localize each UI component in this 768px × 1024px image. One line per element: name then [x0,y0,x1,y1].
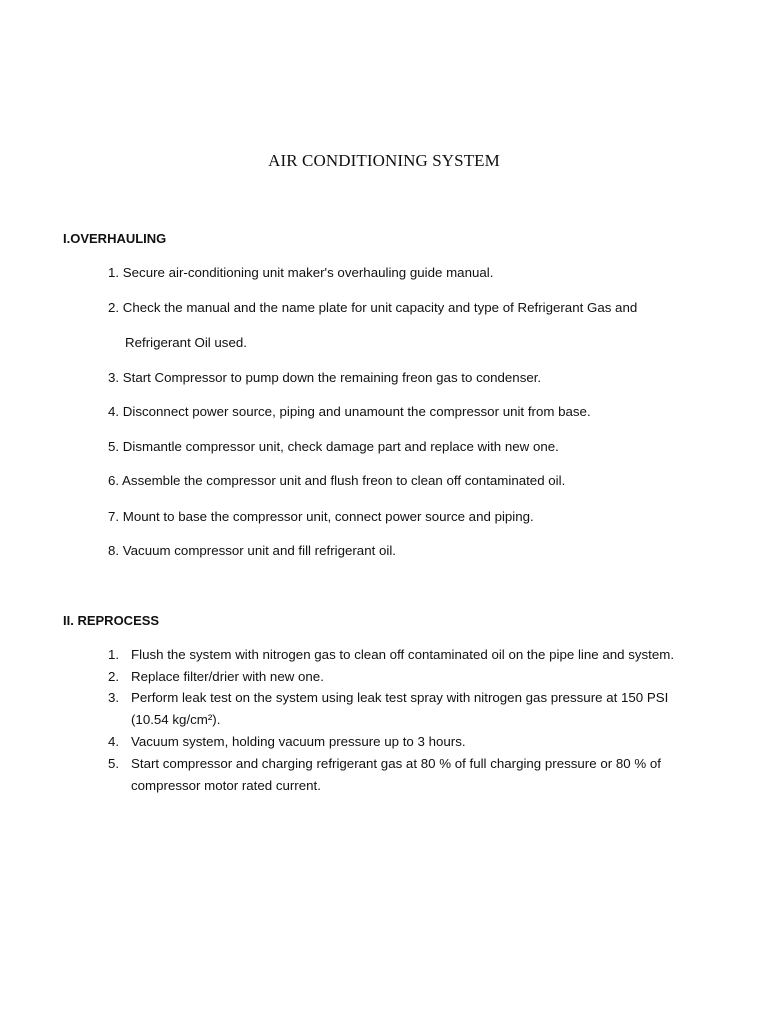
section-heading-overhauling: I.OVERHAULING [63,231,167,246]
overhauling-step-6: 6. Assemble the compressor unit and flush freon to clean off contaminated oil. [108,473,566,488]
reprocess-step-5-continued: compressor motor rated current. [131,778,321,793]
reprocess-step-number: 5. [108,756,120,771]
reprocess-step-text: Start compressor and charging refrigerant gas at 80 % of full charging pressure or 80 % of [131,756,661,771]
overhauling-step-3: 3. Start Compressor to pump down the remaining freon gas to condenser. [108,370,542,385]
reprocess-step-number: 2. [108,669,120,684]
overhauling-step-1: 1. Secure air-conditioning unit maker's overhauling guide manual. [108,265,494,280]
reprocess-step-2 [108,669,324,684]
reprocess-step-text: Replace filter/drier with new one. [131,669,324,684]
document-title: AIR CONDITIONING SYSTEM [268,151,500,170]
reprocess-step-1 [108,647,674,662]
reprocess-step-text: Vacuum system, holding vacuum pressure up to 3 hours. [131,734,466,749]
reprocess-step-number: 4. [108,734,120,749]
reprocess-step-number: 3. [108,690,120,705]
reprocess-step-3 [108,690,668,705]
reprocess-step-number: 1. [108,647,120,662]
overhauling-step-7: 7. Mount to base the compressor unit, connect power source and piping. [108,509,534,524]
reprocess-step-text: Perform leak test on the system using leak test spray with nitrogen gas pressure at 150 PSI [131,690,669,705]
reprocess-step-3-continued: (10.54 kg/cm²). [131,712,221,727]
overhauling-step-2: 2. Check the manual and the name plate for unit capacity and type of Refrigerant Gas and [108,300,638,315]
reprocess-step-5 [108,756,661,771]
reprocess-step-text: Flush the system with nitrogen gas to clean off contaminated oil on the pipe line and system. [131,647,675,662]
reprocess-step-4 [108,734,466,749]
overhauling-step-5: 5. Dismantle compressor unit, check damage part and replace with new one. [108,439,559,454]
overhauling-step-8: 8. Vacuum compressor unit and fill refrigerant oil. [108,543,396,558]
section-heading-reprocess: II. REPROCESS [63,613,160,628]
overhauling-step-4: 4. Disconnect power source, piping and unamount the compressor unit from base. [108,404,591,419]
overhauling-step-2-continued: Refrigerant Oil used. [125,335,247,350]
